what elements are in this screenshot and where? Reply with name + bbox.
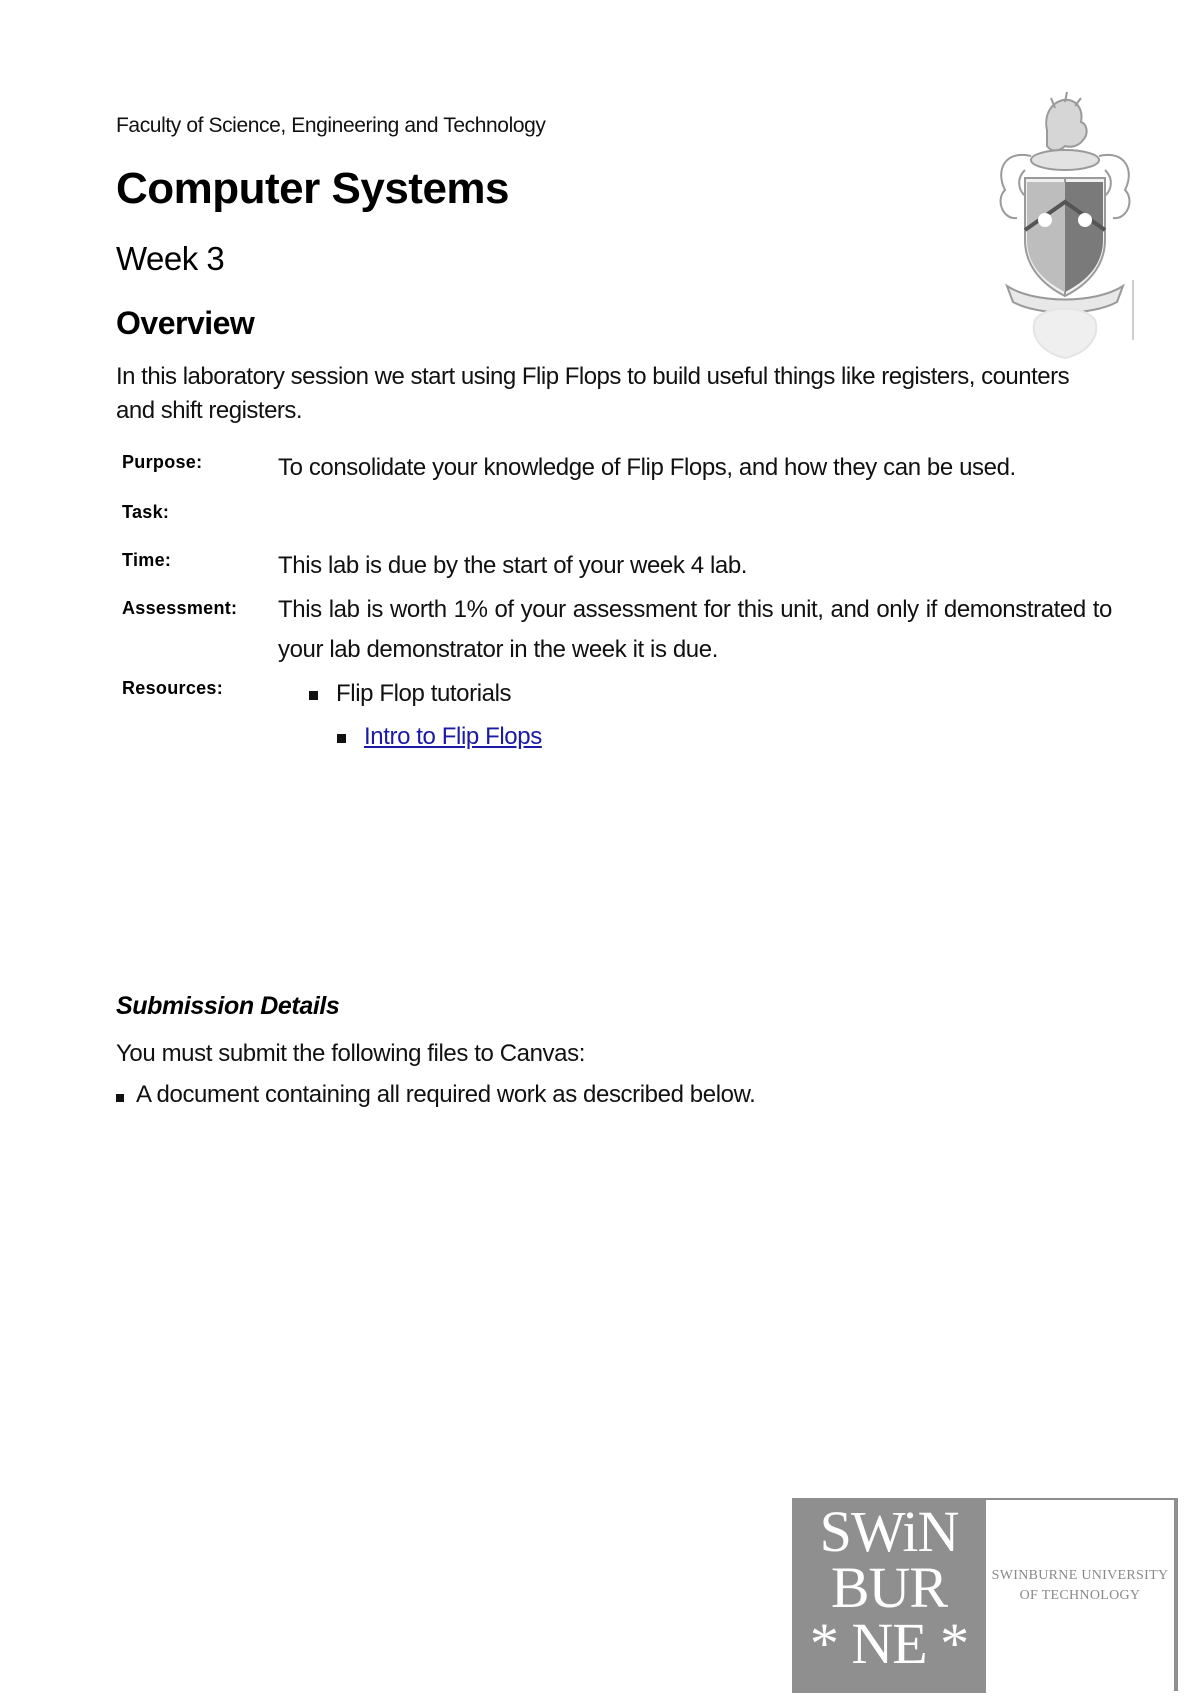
purpose-row (122, 448, 1112, 498)
logo-name-line-1: SWINBURNE UNIVERSITY (991, 1568, 1169, 1583)
square-bullet-icon (309, 691, 318, 700)
assessment-value: This lab is worth 1% of your assessment for this unit, and only if demonstrated to your lab demonstrator in the week it is due. (278, 596, 1112, 663)
lab-info-table (122, 448, 1112, 757)
resource-item-label: Flip Flop tutorials (336, 680, 512, 707)
square-bullet-icon (337, 734, 346, 743)
assessment-label: Assessment: (122, 598, 238, 618)
swinburne-logo (792, 1498, 1180, 1693)
logo-line-3: * NE * (809, 1611, 969, 1676)
submission-bullet-text: A document containing all required work as described below. (136, 1081, 756, 1108)
logo-university-name (986, 1566, 1174, 1606)
resource-subitem (278, 717, 1112, 757)
task-label: Task: (122, 502, 170, 522)
logo-name-line-2: OF TECHNOLOGY (1019, 1588, 1141, 1603)
logo-wordmark (792, 1498, 986, 1693)
overview-heading: Overview (116, 305, 255, 341)
purpose-value: To consolidate your knowledge of Flip Flops, and how they can be used. (278, 454, 1016, 481)
resources-list (278, 674, 1112, 757)
task-row (122, 498, 1112, 546)
time-label: Time: (122, 550, 172, 570)
resources-label: Resources: (122, 678, 224, 698)
page-title: Computer Systems (116, 164, 510, 213)
assessment-row (122, 594, 1112, 674)
square-bullet-icon (116, 1094, 124, 1102)
logo-line-2: BUR (830, 1555, 948, 1620)
faculty-name: Faculty of Science, Engineering and Technology (116, 114, 546, 137)
time-row (122, 546, 1112, 594)
submission-text: You must submit the following files to Canvas: (116, 1040, 585, 1067)
submission-bullet (116, 1081, 755, 1109)
intro-to-flip-flops-link[interactable]: Intro to Flip Flops (364, 723, 542, 750)
submission-heading: Submission Details (116, 992, 340, 1020)
week-label: Week 3 (116, 240, 225, 277)
resource-item (278, 674, 1112, 714)
resources-value (278, 674, 1112, 757)
logo-name-panel (986, 1498, 1178, 1691)
resources-row (122, 674, 1112, 757)
purpose-label: Purpose: (122, 452, 203, 472)
university-crest-icon (985, 90, 1135, 360)
logo-line-1: SWiN (819, 1499, 959, 1564)
time-value: This lab is due by the start of your week 4 lab. (278, 552, 748, 579)
overview-text: In this laboratory session we start using Flip Flops to build useful things like registers, counters and shift registers. (116, 363, 1070, 424)
